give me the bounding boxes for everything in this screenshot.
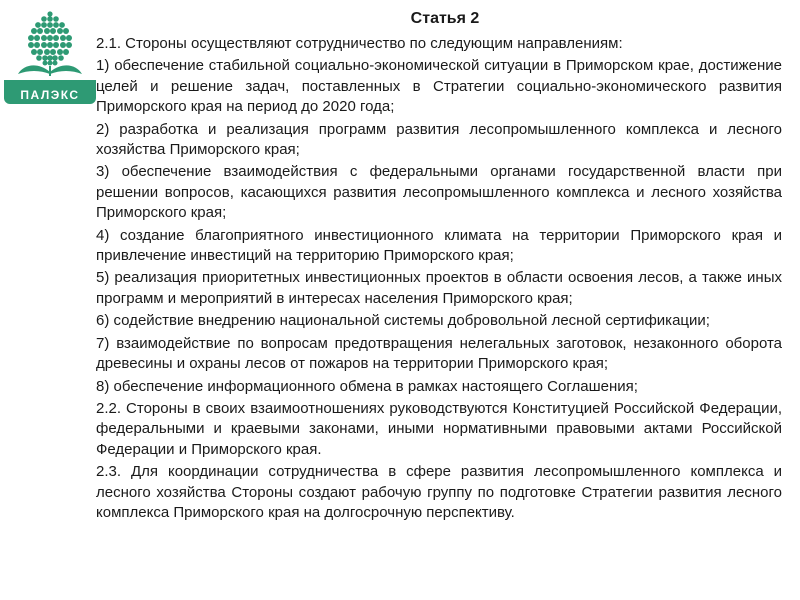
list-item-4: 4) создание благоприятного инвестиционного климата на территории Приморского края и привлечение инвестиций на территорию Приморского края;	[96, 226, 782, 265]
article-body	[96, 34, 782, 525]
paragraph-2-1: 2.1. Стороны осуществляют сотрудничество по следующим направлениям:	[96, 35, 623, 52]
logo-text: ПАЛЭКС	[20, 88, 80, 102]
list-item-6: 6) содействие внедрению национальной системы добровольной лесной сертификации;	[96, 312, 710, 330]
list-item-3: 3) обеспечение взаимодействия с федеральными органами государственной власти при решении вопросов, касающихся развития лесопромышленного комплекса и лесного хозяйства Приморского края;	[96, 163, 782, 222]
list-item-5: 5) реализация приоритетных инвестиционных проектов в области освоения лесов, а также иных программ и мероприятий в интересах населения Приморского края;	[96, 269, 782, 307]
paragraph-2-2: 2.2. Стороны в своих взаимоотношениях руководствуются Конституцией Российской Федерации, федеральными и краевыми законами, иными нормативными правовыми актами Российской Федерации и Приморского края.	[96, 399, 782, 458]
list-item-7: 7) взаимодействие по вопросам предотвращения нелегальных заготовок, незаконного оборота древесины и охраны лесов от пожаров на территории Приморского края;	[96, 334, 782, 373]
list-item-8: 8) обеспечение информационного обмена в рамках настоящего Соглашения;	[96, 377, 638, 395]
article-title: Статья 2	[410, 10, 480, 27]
list-item-2: 2) разработка и реализация программ развития лесопромышленного комплекса и лесного хозяйства Приморского края;	[96, 120, 782, 159]
paragraph-2-3: 2.3. Для координации сотрудничества в сфере развития лесопромышленного комплекса и лесного хозяйства Стороны создают рабочую группу по подготовке Стратегии развития лесного комплекса Приморского края на долгосрочную перспективу.	[96, 463, 782, 521]
list-item-1: 1) обеспечение стабильной социально-экономической ситуации в Приморском крае, достижение целей и решение задач, поставленных в Стратегии социально-экономического развития Приморского края на период до 2020 года;	[96, 57, 782, 116]
